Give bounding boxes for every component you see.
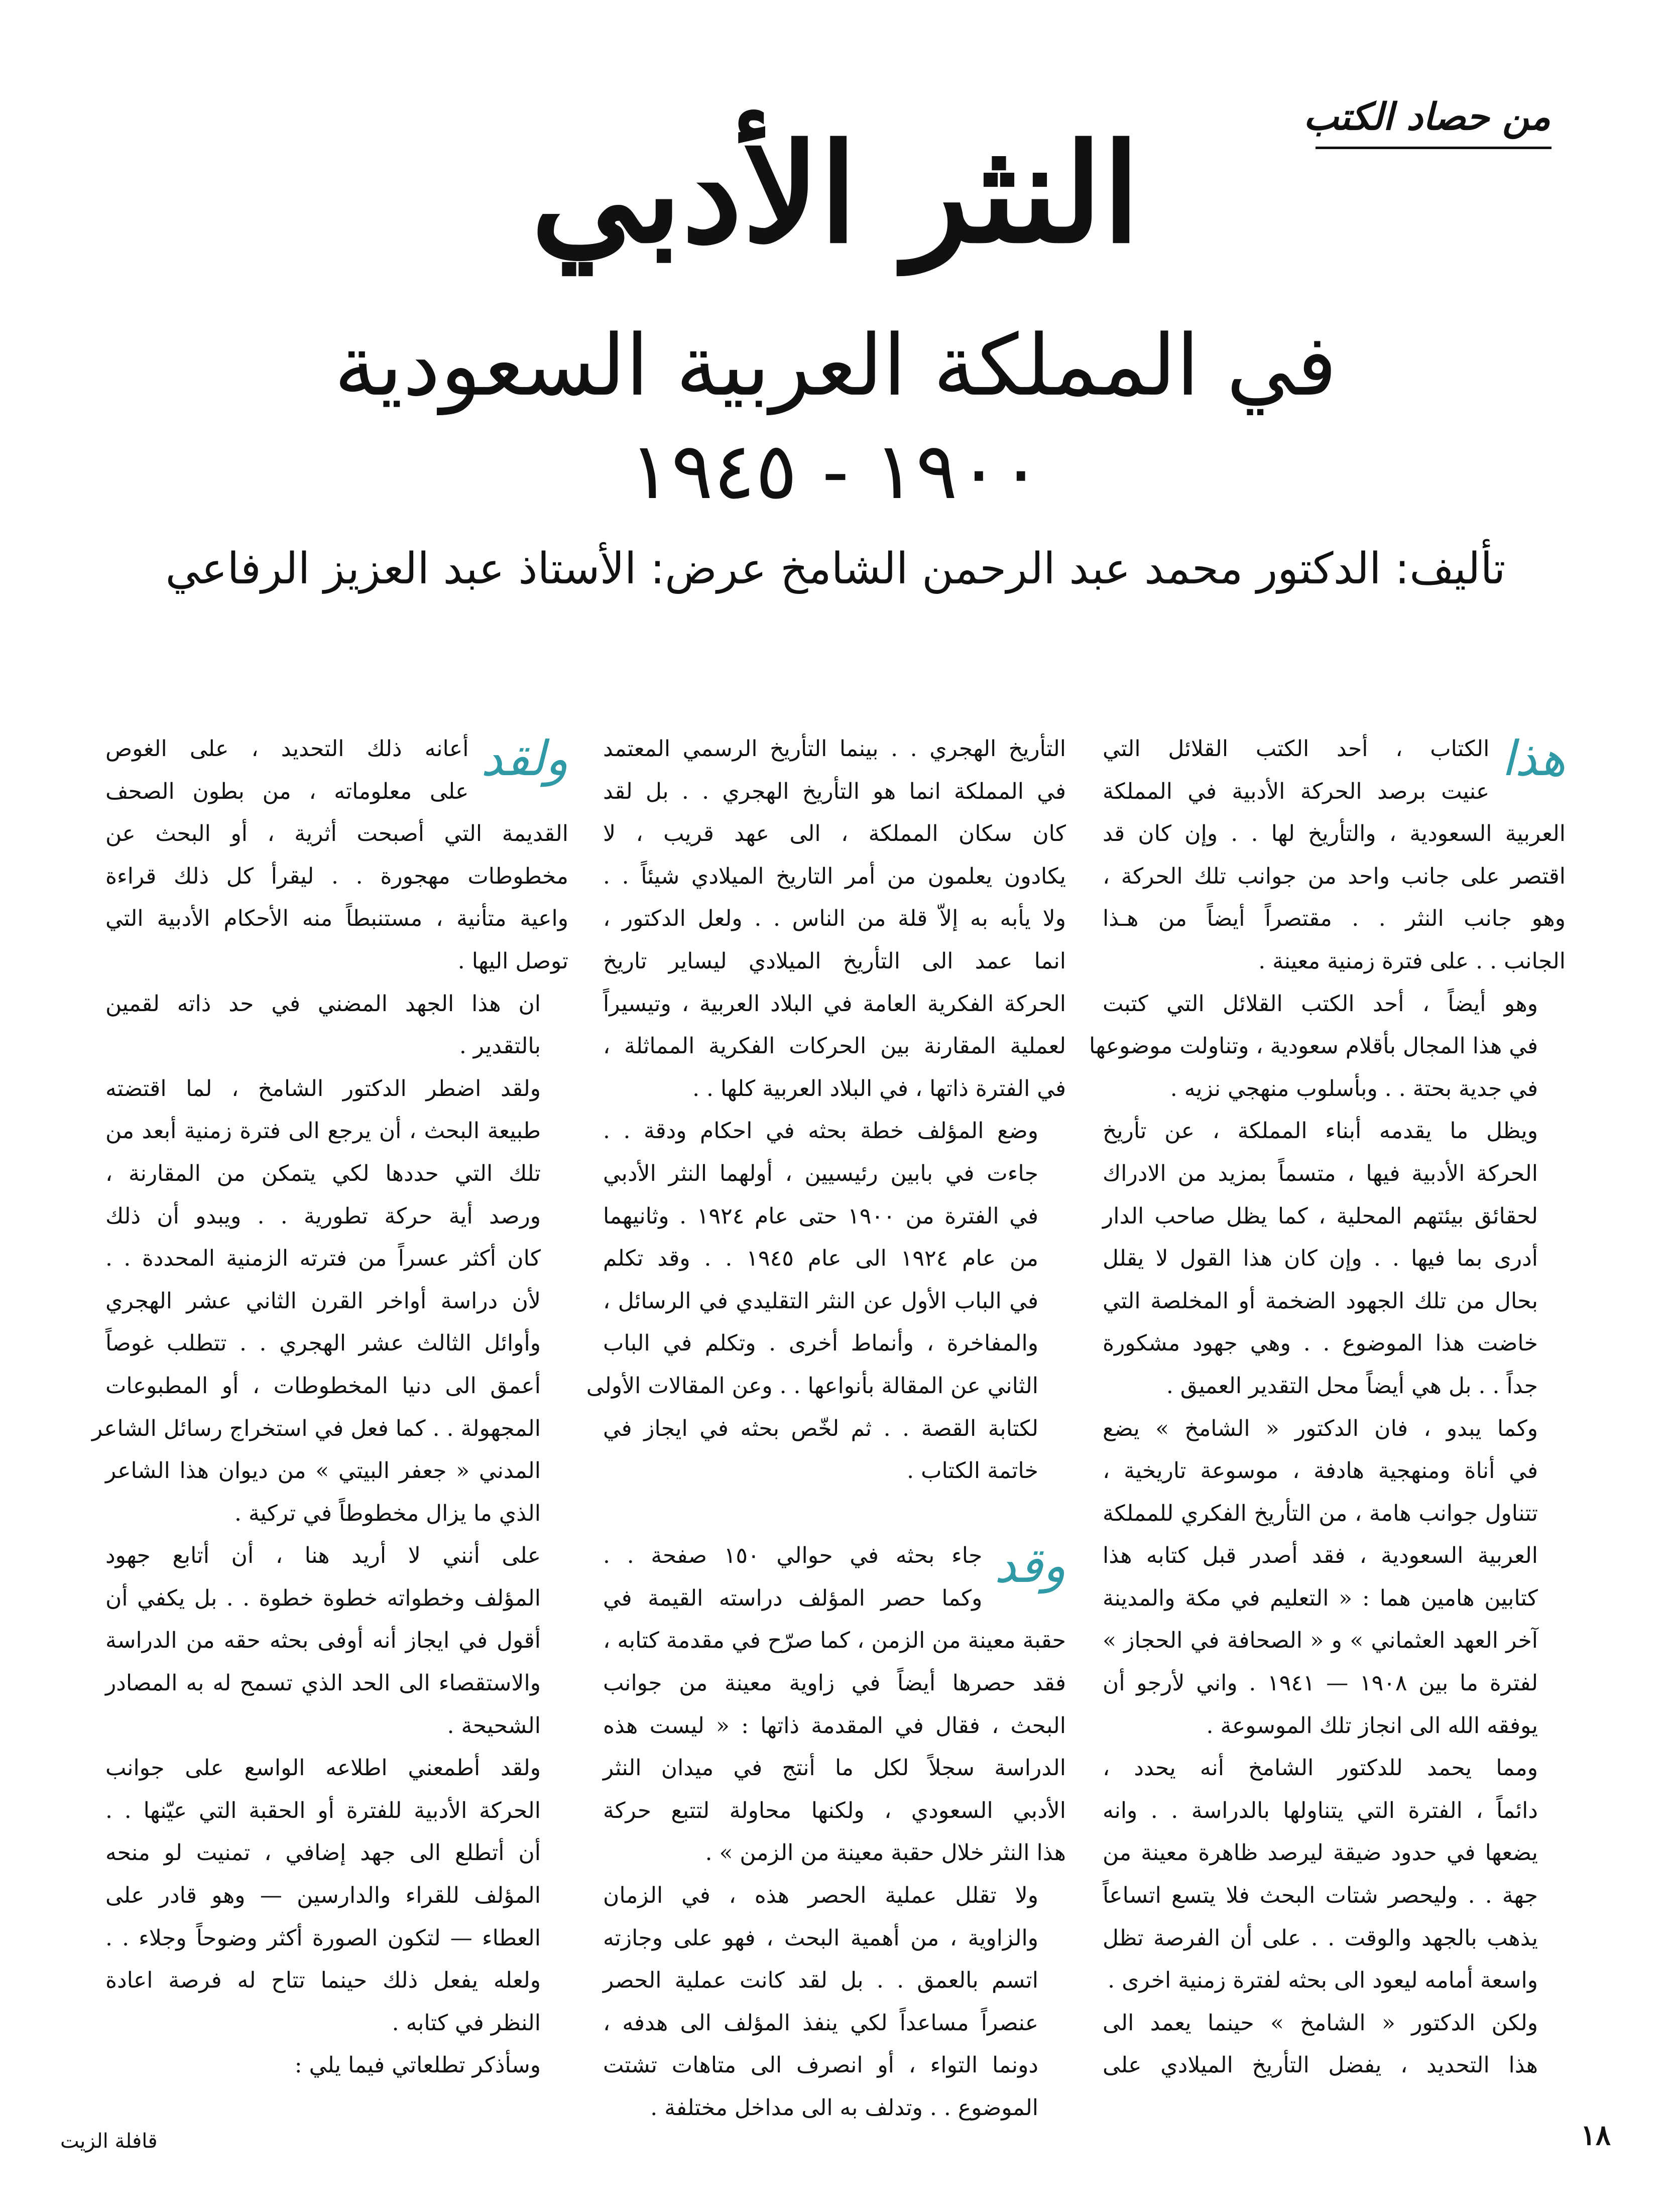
text-line: وهو أيضاً ، أحد الكتب القلائل التي كتبت <box>1103 991 1538 1017</box>
text-line: حقبة معينة من الزمن ، كما صرّح في مقدمة كتابه ، <box>603 1628 1066 1654</box>
article-years: ١٩٠٠ - ١٩٤٥ <box>629 425 1042 517</box>
text-line: على أنني لا أريد هنا ، أن أتابع جهود <box>105 1543 541 1569</box>
paragraph <box>105 983 568 1068</box>
text-line: وهو جانب النثر . . مقتصراً أيضاً من هـذا <box>1103 906 1566 932</box>
text-line: ولكن الدكتور « الشامخ » حينما يعمد الى <box>1103 2010 1538 2036</box>
text-line: انما عمد الى التأريخ الميلادي ليساير تاريخ <box>603 948 1066 974</box>
text-line: العطاء — لتكون الصورة أكثر وضوحاً وجلاء . . <box>105 1925 541 1951</box>
text-line: في أناة ومنهجية هادفة ، موسوعة تاريخية ، <box>1103 1458 1538 1484</box>
text-line: النظر في كتابه . <box>392 2010 541 2036</box>
text-line: توصل اليها . <box>457 948 568 974</box>
text-line: المؤلف للقراء والدارسين — وهو قادر على <box>105 1883 541 1909</box>
text-line: خاتمة الكتاب . <box>907 1458 1038 1484</box>
text-line: لأن دراسة أواخر القرن الثاني عشر الهجري <box>105 1288 541 1314</box>
drop-word: هذا <box>1501 730 1566 787</box>
text-line: ولعله يفعل ذلك حينما تتاح له فرصة اعادة <box>105 1968 541 1994</box>
text-line: لفترة ما بين ١٩٠٨ — ١٩٤١ . واني لأرجو أن <box>1103 1670 1538 1696</box>
paragraph <box>603 1875 1066 2130</box>
text-line: كتابين هامين هما : « التعليم في مكة والمدينة <box>1103 1585 1538 1611</box>
text-line: عنصراً مساعداً لكي ينفذ المؤلف الى هدفه ، <box>603 2010 1038 2036</box>
text-line: ان هذا الجهد المضني في حد ذاته لقمين <box>105 991 541 1017</box>
text-line: الثاني عن المقالة بأنواعها . . وعن المقالات الأولى <box>586 1373 1038 1399</box>
drop-word: ولقد <box>481 730 568 787</box>
text-line: التأريخ الهجري . . بينما التأريخ الرسمي المعتمد <box>603 736 1066 762</box>
text-line: جاءت في بابين رئيسيين ، أولهما النثر الأدبي <box>603 1160 1038 1186</box>
text-column-middle <box>586 728 1066 2121</box>
text-line: أقول في ايجاز أنه أوفى بحثه حقه من الدراسة <box>105 1628 541 1654</box>
text-line: فقد حصرها أيضاً في زاوية معينة من جوانب <box>603 1670 1066 1696</box>
text-line: لحقائق بيئتهم المحلية ، كما يظل صاحب الدار <box>1103 1203 1538 1229</box>
text-line: أعمق الى دنيا المخطوطات ، أو المطبوعات <box>105 1373 541 1399</box>
text-line: تتناول جوانب هامة ، من التأريخ الفكري للمملكة <box>1103 1500 1538 1526</box>
text-line: القديمة التي أصبحت أثرية ، أو البحث عن <box>105 821 568 847</box>
text-line: يذهب بالجهد والوقت . . على أن الفرصة تظل <box>1103 1925 1538 1951</box>
text-line: تلك التي حددها لكي يتمكن من المقارنة ، <box>105 1160 541 1186</box>
text-line: يوفقه الله الى انجاز تلك الموسوعة . <box>1206 1712 1538 1739</box>
article-subtitle: في المملكة العربية السعودية <box>334 316 1337 415</box>
text-line: أعانه ذلك التحديد ، على الغوص <box>105 736 469 762</box>
text-line: واعية متأنية ، مستنبطاً منه الأحكام الأدبية التي <box>105 906 568 932</box>
text-line: ولقد اضطر الدكتور الشامخ ، لما اقتضته <box>105 1075 541 1101</box>
text-line: ولا تقلل عملية الحصر هذه ، في الزمان <box>603 1883 1038 1909</box>
text-line: البحث ، فقال في المقدمة ذاتها : « ليست هذه <box>603 1712 1066 1739</box>
paragraph <box>1103 1408 1566 1748</box>
text-line: الموضوع . . وتدلف به الى مداخل مختلفة . <box>650 2095 1038 2121</box>
text-line: واسعة أمامه ليعود الى بحثه لفترة زمنية اخرى . <box>1108 1968 1538 1994</box>
text-line: وضع المؤلف خطة بحثه في احكام ودقة . . <box>603 1118 1038 1144</box>
text-line: من عام ١٩٢٤ الى عام ١٩٤٥ . . وقد تكلم <box>603 1246 1038 1272</box>
text-line: في المملكة انما هو التأريخ الهجري . . بل لقد <box>603 778 1066 804</box>
paragraph <box>586 1110 1066 1492</box>
text-line: العربية السعودية ، والتأريخ لها . . وإن كان قد <box>1103 821 1566 847</box>
text-line: الأدبي السعودي ، ولكنها محاولة لتتبع حركة <box>603 1797 1066 1823</box>
section-label: من حصاد الكتب <box>1303 95 1550 139</box>
text-line: جداً . . بل هي أيضاً محل التقدير العميق . <box>1166 1373 1538 1399</box>
text-line: جهة . . وليحصر شتات البحث فلا يتسع اتساعاً <box>1103 1883 1538 1909</box>
text-line: دونما التواء ، أو انصرف الى متاهات تشتت <box>603 2052 1038 2078</box>
magazine-name: قافلة الزيت <box>60 2130 158 2153</box>
text-line: الشحيحة . <box>447 1712 541 1739</box>
text-line: بحال من تلك الجهود الضخمة أو المخلصة التي <box>1103 1288 1538 1314</box>
text-line: خاضت هذا الموضوع . . وهي جهود مشكورة <box>1103 1330 1538 1357</box>
text-line: الجانب . . على فترة زمنية معينة . <box>1258 948 1566 974</box>
text-line: ورصد أية حركة تطورية . . ويبدو أن ذلك <box>105 1203 541 1229</box>
text-line: المدني « جعفر البيتي » من ديوان هذا الشاعر <box>105 1458 541 1484</box>
text-line: دائماً ، الفترة التي يتناولها بالدراسة . . وانه <box>1103 1797 1538 1823</box>
paragraph <box>1103 728 1566 983</box>
text-line: هذا التحديد ، يفضل التأريخ الميلادي على <box>1103 2052 1538 2078</box>
text-line: الدراسة سجلاً لكل ما أنتج في ميدان النثر <box>603 1755 1066 1781</box>
paragraph <box>1103 1747 1566 2002</box>
text-line: على معلوماته ، من بطون الصحف <box>105 778 469 804</box>
text-line: في الفترة من ١٩٠٠ حتى عام ١٩٢٤ . وثانيهما <box>603 1203 1038 1229</box>
text-line: آخر العهد العثماني » و « الصحافة في الحجاز » <box>1103 1628 1538 1654</box>
text-line: عنيت برصد الحركة الأدبية في المملكة <box>1103 778 1490 804</box>
text-line: اتسم بالعمق . . بل لقد كانت عملية الحصر <box>603 1968 1038 1994</box>
text-column-left <box>91 728 568 2083</box>
text-line: لعملية المقارنة بين الحركات الفكرية المماثلة ، <box>603 1033 1066 1059</box>
text-line: في الباب الأول عن النثر التقليدي في الرسائل ، <box>603 1288 1038 1314</box>
text-line: الحركة الأدبية للفترة أو الحقبة التي عيّنها . . <box>105 1797 541 1823</box>
text-line: الحركة الفكرية العامة في البلاد العربية ، وتيسيراً <box>603 991 1066 1017</box>
paragraph <box>1089 983 1566 1111</box>
text-line: والاستقصاء الى الحد الذي تسمح له به المصادر <box>105 1670 541 1696</box>
paragraph <box>91 1068 568 1535</box>
text-line: في الفترة ذاتها ، في البلاد العربية كلها . . <box>692 1075 1066 1101</box>
text-line: بالتقدير . <box>459 1033 541 1059</box>
text-line: والزاوية ، من أهمية البحث ، فهو على وجازته <box>603 1925 1038 1951</box>
text-column-right <box>1089 728 1566 2083</box>
text-line: وسأذكر تطلعاتي فيما يلي : <box>294 2052 541 2078</box>
text-line: وكما يبدو ، فان الدكتور « الشامخ » يضع <box>1103 1415 1538 1441</box>
article-byline: تأليف: الدكتور محمد عبد الرحمن الشامخ عرض: الأستاذ عبد العزيز الرفاعي <box>165 544 1506 594</box>
drop-word: وقد <box>994 1537 1066 1594</box>
text-line: كان سكان المملكة ، الى عهد قريب ، لا <box>603 821 1066 847</box>
text-line: والمفاخرة ، وأنماط أخرى . وتكلم في الباب <box>603 1330 1038 1357</box>
text-line: وأوائل الثالث عشر الهجري . . تتطلب غوصاً <box>105 1330 541 1357</box>
text-line: مخطوطات مهجورة . . ليقرأ كل ذلك قراءة <box>105 863 568 889</box>
paragraph <box>105 2044 568 2087</box>
paragraph <box>1103 2002 1566 2087</box>
paragraph <box>105 1747 568 2044</box>
text-line: كان أكثر عسراً من فترته الزمنية المحددة . . <box>105 1246 541 1272</box>
text-line: الحركة الأدبية فيها ، متسماً بمزيد من الادراك <box>1103 1160 1538 1186</box>
text-line: جاء بحثه في حوالي ١٥٠ صفحة . . <box>603 1543 983 1569</box>
text-line: المجهولة . . كما فعل في استخراج رسائل الشاعر <box>91 1415 541 1441</box>
paragraph <box>105 1535 568 1747</box>
text-line: أن أتطلع الى جهد إضافي ، تمنيت لو منحه <box>105 1840 541 1866</box>
text-line: الذي ما يزال مخطوطاً في تركية . <box>234 1500 541 1526</box>
text-line: ولقد أطمعني اطلاعه الواسع على جوانب <box>105 1755 541 1781</box>
text-line: أدرى بما فيها . . وإن كان هذا القول لا يقلل <box>1103 1246 1538 1272</box>
text-line: وكما حصر المؤلف دراسته القيمة في <box>603 1585 983 1611</box>
text-line: يكادون يعلمون من أمر التاريخ الميلادي شيئاً . . <box>603 863 1066 889</box>
article-title: النثر الأدبي <box>531 113 1140 273</box>
text-line: الكتاب ، أحد الكتب القلائل التي <box>1103 736 1490 762</box>
text-line: ويظل ما يقدمه أبناء المملكة ، عن تأريخ <box>1103 1118 1538 1144</box>
text-line: ولا يأبه به إلاّ قلة من الناس . . ولعل الدكتور ، <box>603 906 1066 932</box>
text-line: يضعها في حدود ضيقة ليرصد ظاهرة معينة من <box>1103 1840 1538 1866</box>
text-line: ومما يحمد للدكتور الشامخ أنه يحدد ، <box>1103 1755 1538 1781</box>
text-line: في هذا المجال بأقلام سعودية ، وتناولت موضوعها <box>1089 1033 1538 1059</box>
page-number: ١٨ <box>1580 2119 1611 2152</box>
text-line: طبيعة البحث ، أن يرجع الى فترة زمنية أبعد من <box>105 1118 541 1144</box>
paragraph <box>1103 1110 1566 1407</box>
text-line: العربية السعودية ، فقد أصدر قبل كتابه هذا <box>1103 1543 1538 1569</box>
text-line: المؤلف وخطواته خطوة خطوة . . بل يكفي أن <box>105 1585 541 1611</box>
text-line: في جدية بحتة . . وبأسلوب منهجي نزيه . <box>1170 1075 1538 1101</box>
text-line: اقتصر على جانب واحد من جوانب تلك الحركة ، <box>1103 863 1566 889</box>
text-line: هذا النثر خلال حقبة معينة من الزمن » . <box>705 1840 1066 1866</box>
paragraph <box>603 728 1066 1110</box>
text-line: لكتابة القصة . . ثم لخّص بحثه في ايجاز في <box>603 1415 1038 1441</box>
